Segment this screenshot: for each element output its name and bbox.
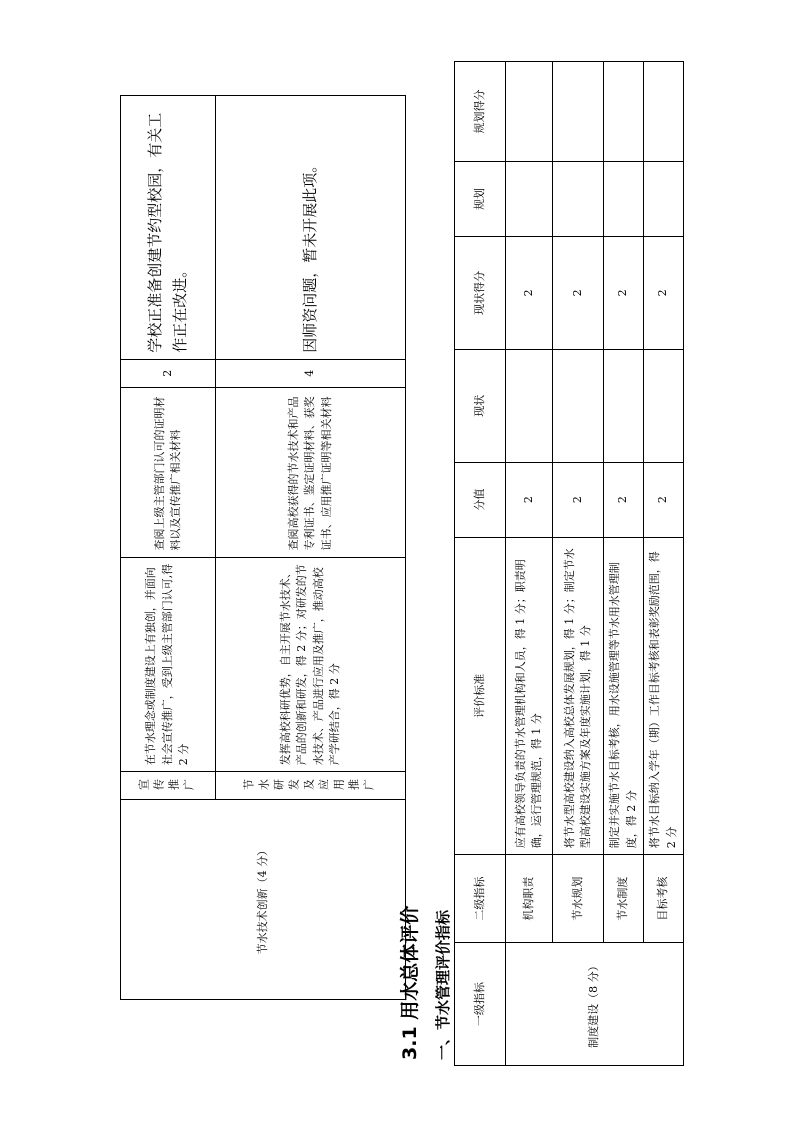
header-cell: 现状得分 [455,236,506,349]
criteria-cell: 查阅上级主管部门认可的证明材料以及宣传推广相关材料 [121,387,216,557]
level2-cell: 目标考核 [644,855,684,943]
status-cell [644,349,684,462]
bottom-table [454,61,684,1066]
score-cell: 2 [506,462,553,537]
table-row [553,62,604,1066]
level2-cell: 机构职责 [506,855,553,943]
plan-score-cell [644,62,684,162]
status-cell [604,349,644,462]
header-cell: 一级指标 [455,943,506,1066]
header-cell: 二级指标 [455,855,506,943]
header-cell: 评价标准 [455,537,506,855]
header-cell: 规划得分 [455,62,506,162]
plan-score-cell [506,62,553,162]
status-cell [506,349,553,462]
status-cell: 学校正准备创建节约型校园，有关工作正在改进。 [121,96,216,360]
status-cell: 因师资问题，暂未开展此项。 [216,96,406,360]
score-cell: 4 [216,359,406,387]
subcategory-cell: 宣传推广 [121,772,216,800]
header-cell: 分值 [455,462,506,537]
header-cell: 现状 [455,349,506,462]
criteria-cell: 将节水目标纳入学年（期）工作目标考核和表彰奖励范围，得 2 分 [644,537,684,855]
criteria-cell: 制定并实施节水目标考核，用水设施管理等节水用水管理制度，得 2 分 [604,537,644,855]
plan-cell [644,161,684,236]
header-row [455,62,506,1066]
criteria-cell: 将节水型高校建设纳入高校总体发展规划，得 1 分；制定节水型高校建设实施方案及年度实施计划，得 1 分 [553,537,604,855]
status-score-cell: 2 [644,236,684,349]
requirement-cell: 发挥高校科研优势，自主开展节水技术、产品的创新和研发，得 2 分；对研发的节水技术、产品进行应用及推广，推动高校产学研结合，得 2 分 [216,557,406,772]
table-row [121,96,216,1000]
level2-cell: 节水制度 [604,855,644,943]
table-row [506,62,553,1066]
score-cell: 2 [644,462,684,537]
header-cell: 规划 [455,161,506,236]
status-cell [553,349,604,462]
status-score-cell: 2 [604,236,644,349]
criteria-cell: 应有高校领导负责的节水管理机构和人员，得 1 分；职责明确，运行管理规范，得 1 分 [506,537,553,855]
table-row [604,62,644,1066]
level1-cell: 制度建设（8 分） [506,943,684,1066]
plan-cell [553,161,604,236]
status-score-cell: 2 [553,236,604,349]
subcategory-cell: 节水研发及应用推广 [216,772,406,800]
subsection-title: 一、节水管理评价指标 [434,909,452,1060]
plan-score-cell [553,62,604,162]
top-table [120,95,406,1000]
section-title: 3.1 用水总体评价 [399,905,421,1060]
plan-score-cell [604,62,644,162]
criteria-cell: 查阅高校获得的节水技术和产品专利证书、鉴定证明材料、获奖证书、应用推广证明等相关材料 [216,387,406,557]
category-cell: 节水技术创新（4 分） [121,800,406,1000]
requirement-cell: 在节水理念或制度建设上有独创，并面向社会宣传推广，受到上级主管部门认可,得 2 分 [121,557,216,772]
score-cell: 2 [604,462,644,537]
score-cell: 2 [553,462,604,537]
table-row [644,62,684,1066]
level2-cell: 节水规划 [553,855,604,943]
score-cell: 2 [121,359,216,387]
plan-cell [604,161,644,236]
plan-cell [506,161,553,236]
status-score-cell: 2 [506,236,553,349]
